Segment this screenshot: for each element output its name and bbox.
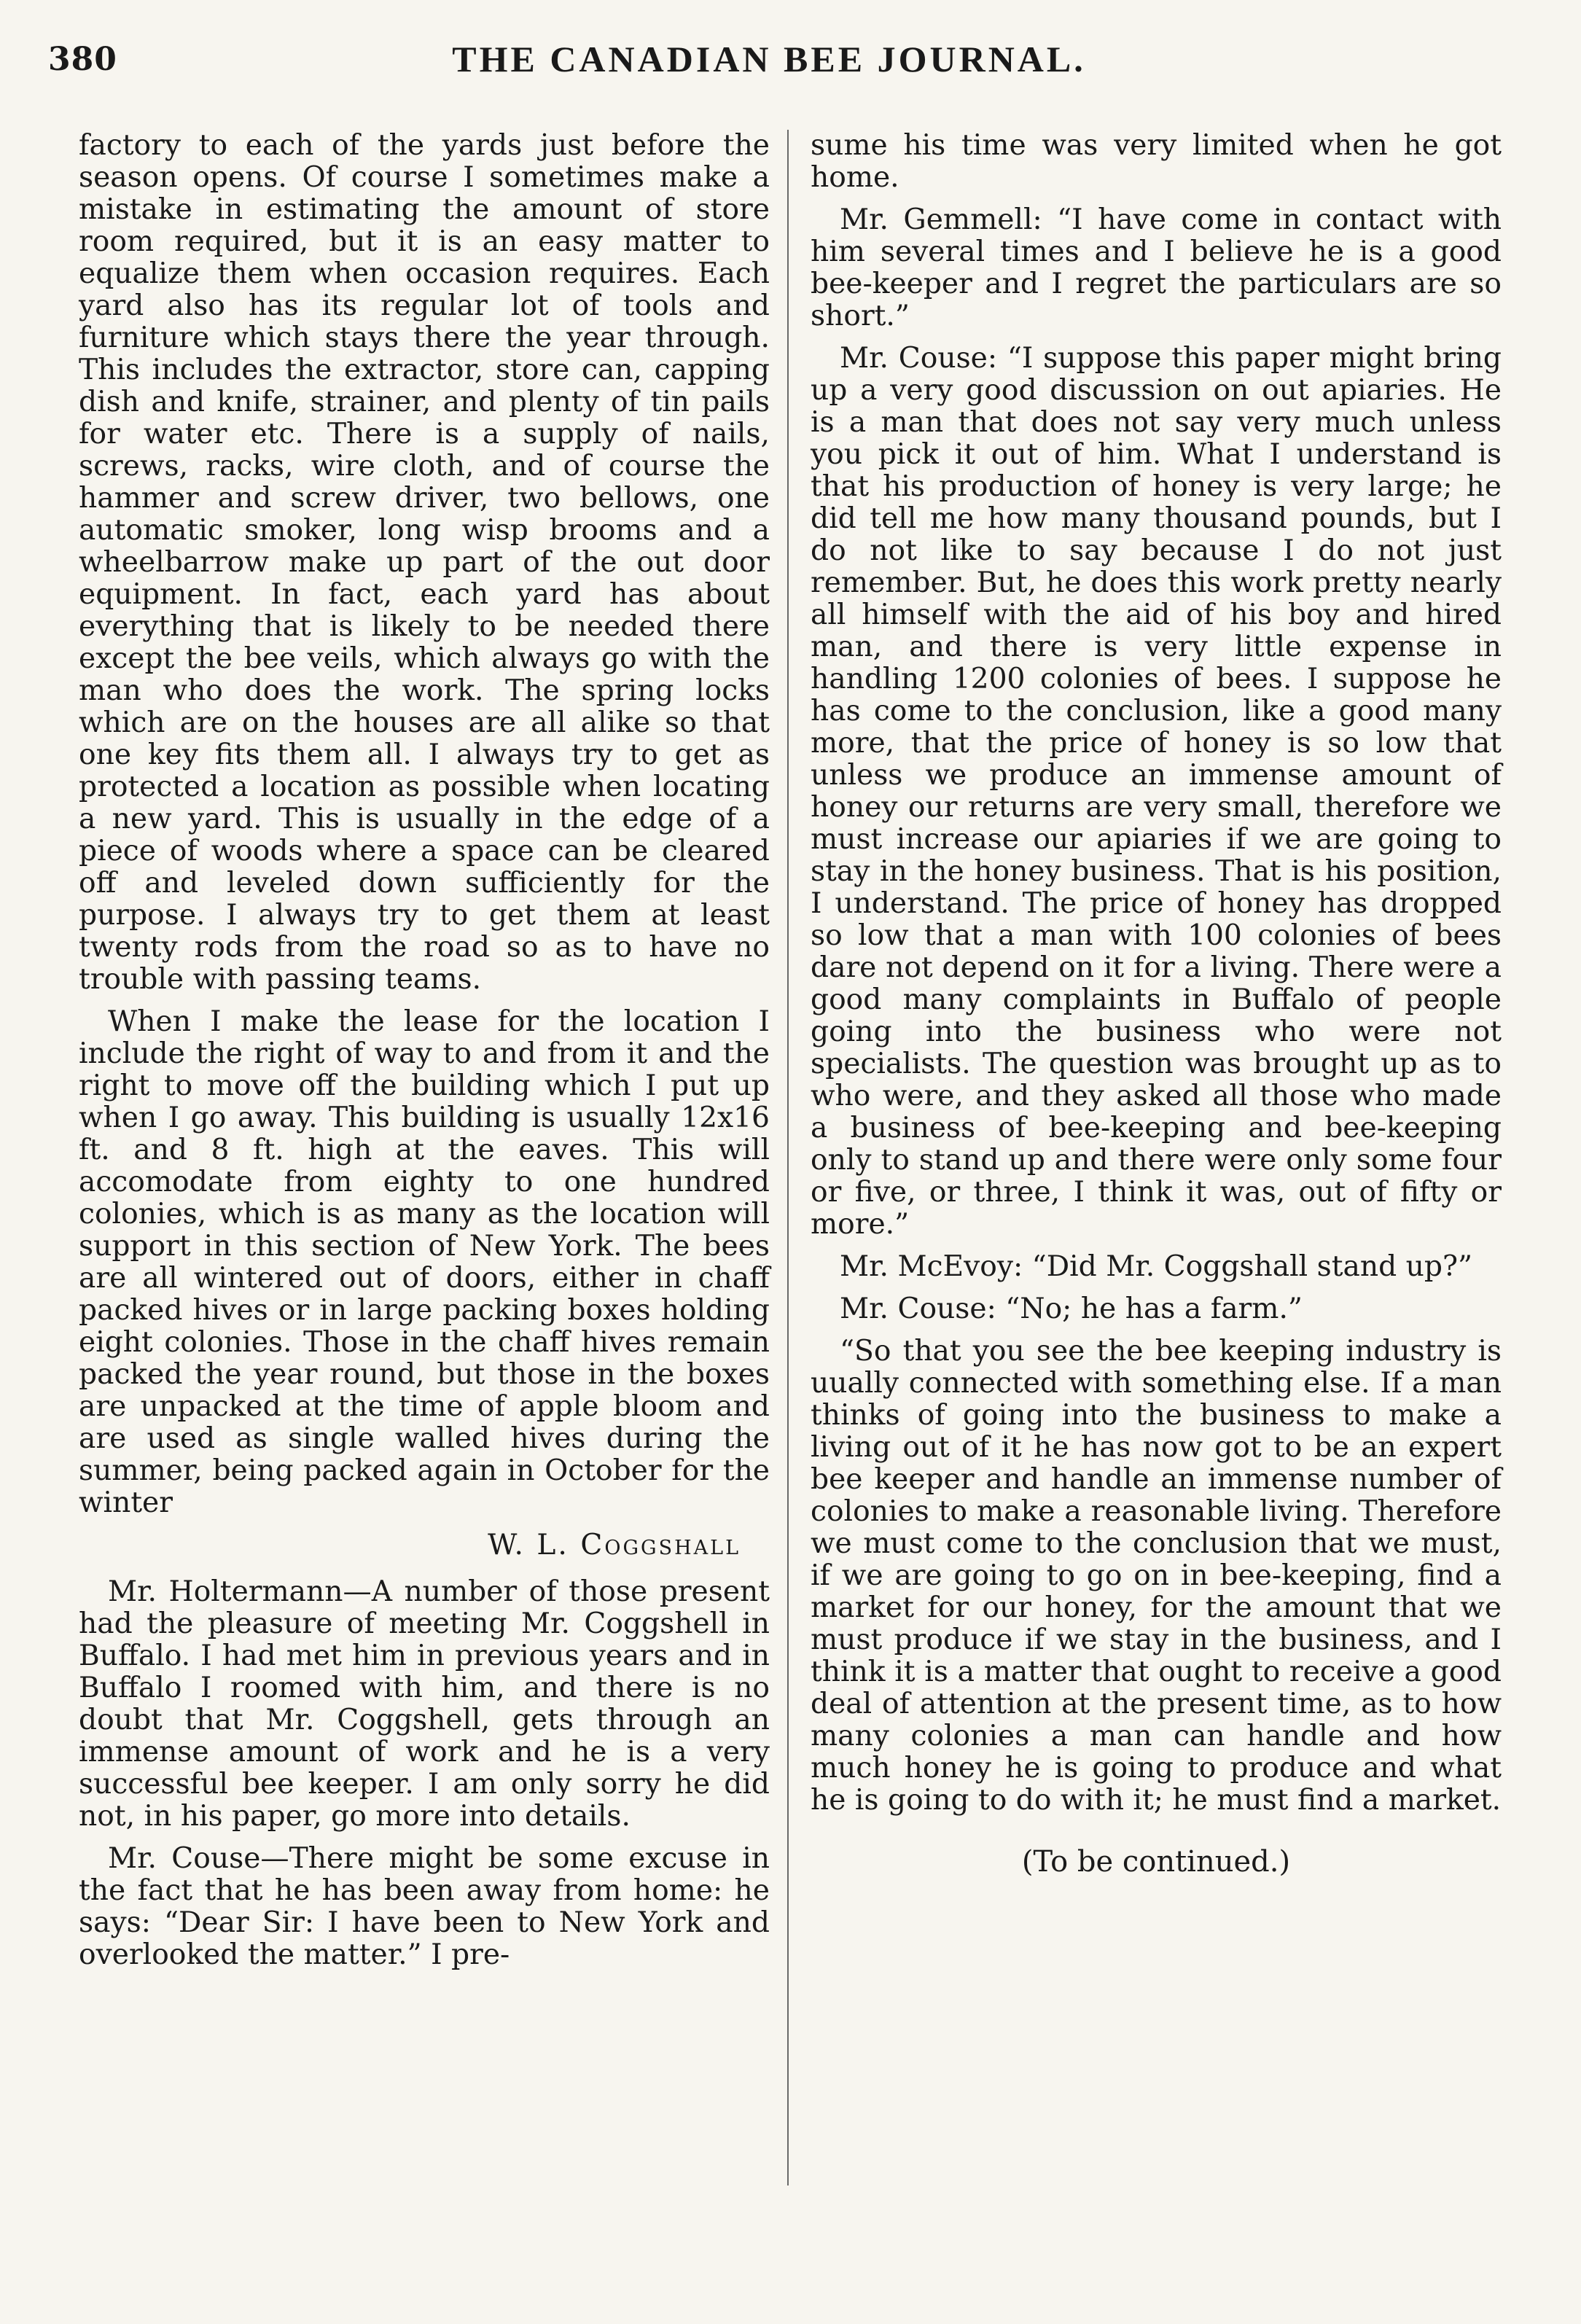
left-column xyxy=(79,130,770,1981)
paragraph-lease: When I make the lease for the location I include the right of way to and from it and the right to move off the building which I put up when I go away. This building is usually 12x16 ft. and 8 ft. high at the eaves. This will accomodate from eighty to one hundred colonies, which is as many as the location will support in this section of New York. The bees are all wintered out of doors, either in chaff packed hives or in large packing boxes holding eight colonies. Those in the chaff hives remain packed the year round, but those in the boxes are unpacked at the time of apple bloom and are used as single walled hives during the summer, being packed again in October for the winter xyxy=(79,1005,770,1519)
paragraph-couse-farm: Mr. Couse: “No; he has a farm.” xyxy=(840,1292,1303,1325)
paragraph-holtermann: Mr. Holtermann—A number of those present had the pleasure of meeting Mr. Coggshell in Buffalo. I had met him in previous years and in Buffalo I roomed with him, and there is no doubt that Mr. Coggshell, gets through an immense amount of work and he is a very successful bee keeper. I am only sorry he did not, in his paper, go more into details. xyxy=(79,1575,770,1833)
paragraph-conclusion: “So that you see the bee keeping industry is uually connected with something else. If a man thinks of going into the business to make a living out of it he has now got to be an expert bee keeper and handle an immense number of colonies to make a reasonable living. Therefore we must come to the conclusion that we must, if we are going to go on in bee-keeping, find a market for our honey, for the amount that we must produce if we stay in the business, and I think it is a matter that ought to receive a good deal of attention at the present time, as to how many colonies a man can handle and how much honey he is going to produce and what he is going to do with it; he must find a market. xyxy=(811,1335,1502,1817)
right-column xyxy=(811,130,1502,1888)
page-header xyxy=(44,31,1494,89)
author-signature: W. L. Coggshall xyxy=(488,1529,741,1561)
paragraph-equipment: factory to each of the yards just before the season opens. Of course I sometimes make a mistake in estimating the amount of store room required, but it is an easy matter to equalize them when occasion requires. Each yard also has its regular lot of tools and furniture which stays there the year through. This includes the extractor, store can, capping dish and knife, strainer, and plenty of tin pails for water etc. There is a supply of nails, screws, racks, wire cloth, and of course the hammer and screw driver, two bellows, one automatic smoker, long wisp brooms and a wheelbarrow make up part of the out door equipment. In fact, each yard has about everything that is likely to be needed there except the bee veils, which always go with the man who does the work. The spring locks which are on the houses are all alike so that one key fits them all. I always try to get as protected a location as possible when locating a new yard. This is usually in the edge of a piece of woods where a space can be cleared off and leveled down sufficiently for the purpose. I always try to get them at least twenty rods from the road so as to have no trouble with passing teams. xyxy=(79,129,770,996)
paragraph-continuation: sume his time was very limited when he got home. xyxy=(811,129,1502,194)
paragraph-couse-discussion: Mr. Couse: “I suppose this paper might bring up a very good discussion on out apiaries. He is a man that does not say very much unless you pick it out of him. What I understand is that his production of honey is very large; he did tell me how many thousand pounds, but I do not like to say because I do not just remember. But, he does this work pretty nearly all himself with the aid of his boy and hired man, and there is very little expense in handling 1200 colonies of bees. I suppose he has come to the conclusion, like a good many more, that the price of honey is so low that unless we produce an immense amount of honey our returns are very small, therefore we must increase our apiaries if we are going to stay in the honey business. That is his position, I understand. The price of honey has dropped so low that a man with 100 colonies of bees dare not depend on it for a living. There were a good many complaints in Buffalo of people going into the business who were not specialists. The question was brought up as to who were, and they asked all those who made a business of bee-keeping and bee-keeping only to stand up and there were only some four or five, or three, I think it was, out of fifty or more.” xyxy=(811,342,1502,1241)
paragraph-mcevoy: Mr. McEvoy: “Did Mr. Coggshall stand up?” xyxy=(840,1250,1473,1283)
paragraph-couse: Mr. Couse—There might be some excuse in the fact that he has been away from home: he says: “Dear Sir: I have been to New York and overlooked the matter.” I pre- xyxy=(79,1842,770,1971)
paragraph-gemmell: Mr. Gemmell: “I have come in contact with him several times and I believe he is a good bee-keeper and I regret the particulars are so short.” xyxy=(811,203,1502,332)
page-number: 380 xyxy=(48,41,117,78)
column-divider xyxy=(787,130,789,2185)
to-be-continued: (To be continued.) xyxy=(1021,1845,1291,1879)
journal-title: THE CANADIAN BEE JOURNAL. xyxy=(452,39,1086,79)
